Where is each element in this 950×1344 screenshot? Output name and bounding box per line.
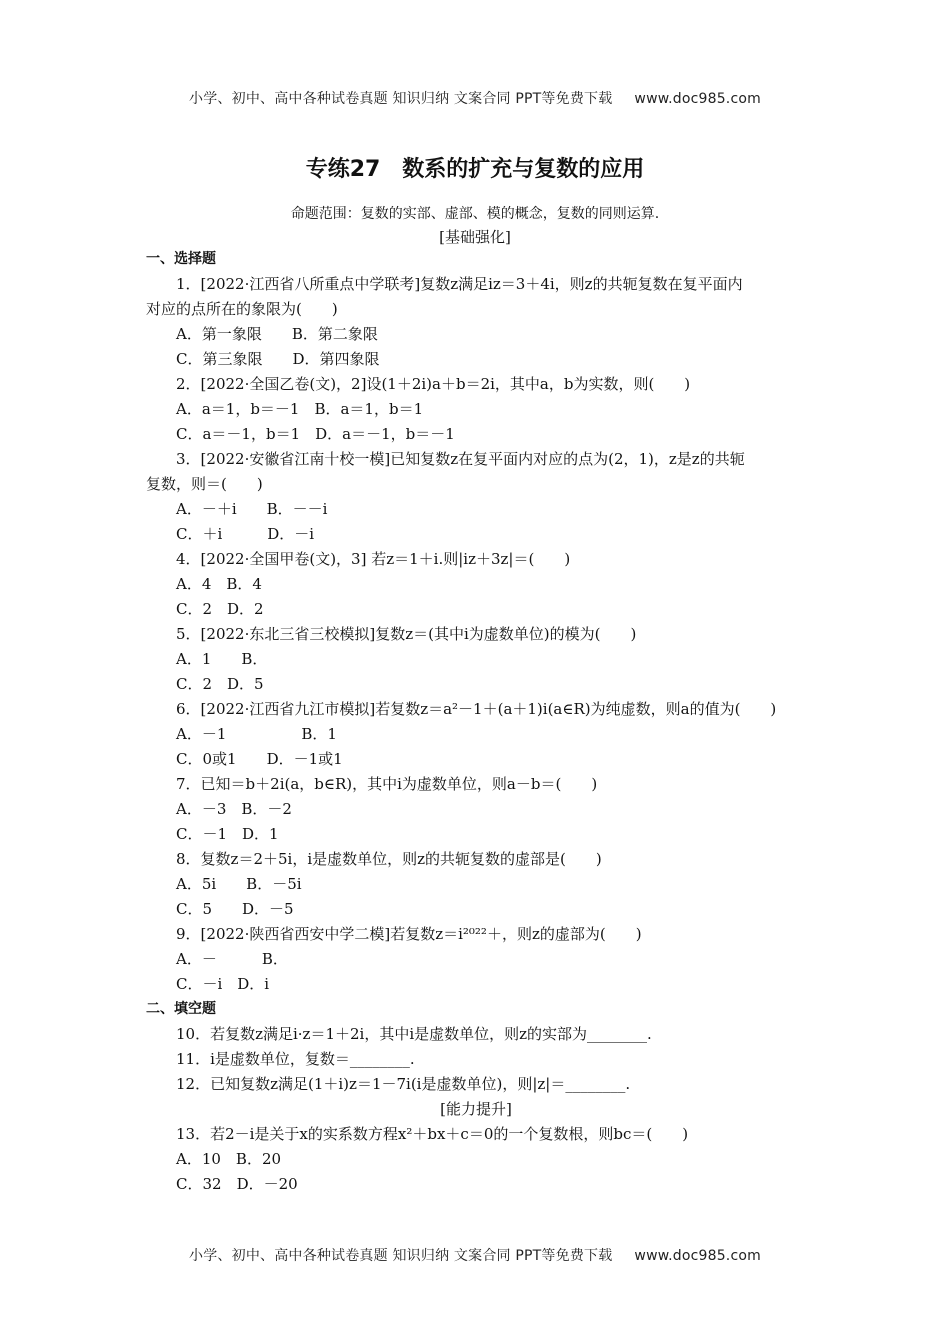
q5-stem: 5．[2022·东北三省三校模拟]复数z＝(其中i为虚数单位)的模为( ) <box>176 625 637 643</box>
q9-stem: 9．[2022·陕西省西安中学二模]若复数z＝i²⁰²²＋，则z的虚部为( ) <box>176 925 642 943</box>
q9-options-2: C．－i D．i <box>176 975 270 993</box>
q8-stem: 8．复数z＝2＋5i，i是虚数单位，则z的共轭复数的虚部是( ) <box>176 850 602 868</box>
page-footer <box>0 1245 950 1265</box>
q13-options-2: C．32 D．－20 <box>176 1175 298 1193</box>
q13-stem: 13．若2－i是关于x的实系数方程x²＋bx＋c＝0的一个复数根，则bc＝( ) <box>176 1125 689 1143</box>
q4-options-2: C．2 D．2 <box>176 600 264 618</box>
q3-line2: 复数，则＝( ) <box>146 475 263 493</box>
scope-line: 命题范围：复数的实部、虚部、模的概念，复数的同则运算. <box>290 206 660 222</box>
q3-line1: 3．[2022·安徽省江南十校一模]已知复数z在复平面内对应的点为(2，1)，z是z的共轭 <box>176 450 745 468</box>
q2-options-1: A．a＝1，b＝－1 B．a＝1，b＝1 <box>176 400 424 418</box>
q8-options-1: A．5i B．－5i <box>176 875 302 893</box>
tag-basic: [基础强化] <box>439 228 511 246</box>
q3-options-2: C．＋i D．－i <box>176 525 315 543</box>
q10-stem: 10．若复数z满足i·z＝1＋2i，其中i是虚数单位，则z的实部为________. <box>176 1025 652 1043</box>
q7-options-1: A．－3 B．－2 <box>176 800 292 818</box>
q4-stem: 4．[2022·全国甲卷(文)，3] 若z＝1＋i.则|iz＋3z|＝( ) <box>176 550 571 568</box>
q4-options-1: A．4 B．4 <box>176 575 262 593</box>
page-header <box>0 88 950 108</box>
q7-options-2: C．－1 D．1 <box>176 825 279 843</box>
q1-line2: 对应的点所在的象限为( ) <box>146 300 338 318</box>
q1-options-1: A．第一象限 B．第二象限 <box>176 325 378 343</box>
q5-options-1: A．1 B． <box>176 650 268 668</box>
q11-stem: 11．i是虚数单位，复数＝________. <box>176 1050 415 1068</box>
q3-options-1: A．－＋i B．－－i <box>176 500 328 518</box>
q1-line1: 1．[2022·江西省八所重点中学联考]复数z满足iz＝3＋4i，则z的共轭复数在复平面内 <box>176 275 743 293</box>
q7-stem: 7．已知＝b＋2i(a，b∈R)，其中i为虚数单位，则a－b＝( ) <box>176 775 598 793</box>
section-heading-choice: 一、选择题 <box>146 251 216 267</box>
q13-options-1: A．10 B．20 <box>176 1150 282 1168</box>
q6-options-2: C．0或1 D．－1或1 <box>176 750 343 768</box>
section-heading-fill: 二、填空题 <box>146 1001 216 1017</box>
page-title: 专练27 数系的扩充与复数的应用 <box>305 157 645 182</box>
footer-site: www.doc985.com <box>634 1248 761 1264</box>
q6-options-1: A．－1 B．1 <box>176 725 337 743</box>
q5-options-2: C．2 D．5 <box>176 675 264 693</box>
q8-options-2: C．5 D．－5 <box>176 900 294 918</box>
q1-options-2: C．第三象限 D．第四象限 <box>176 350 380 368</box>
q2-stem: 2．[2022·全国乙卷(文)，2]设(1＋2i)a＋b＝2i，其中a，b为实数，则( ) <box>176 375 691 393</box>
header-site: www.doc985.com <box>634 91 761 107</box>
header-text: 小学、初中、高中各种试卷真题 知识归纳 文案合同 PPT等免费下载 <box>189 91 613 107</box>
footer-text: 小学、初中、高中各种试卷真题 知识归纳 文案合同 PPT等免费下载 <box>189 1248 613 1264</box>
q2-options-2: C．a＝－1，b＝1 D．a＝－1，b＝－1 <box>176 425 455 443</box>
q6-stem: 6．[2022·江西省九江市模拟]若复数z＝a²－1＋(a＋1)i(a∈R)为纯虚数，则a的值为( ) <box>176 700 777 718</box>
q9-options-1: A．－ B． <box>176 950 288 968</box>
q12-stem: 12．已知复数z满足(1＋i)z＝1－7i(i是虚数单位)，则|z|＝________. <box>176 1075 631 1093</box>
question-body <box>146 247 806 1197</box>
tag-advanced: [能力提升] <box>440 1100 512 1118</box>
